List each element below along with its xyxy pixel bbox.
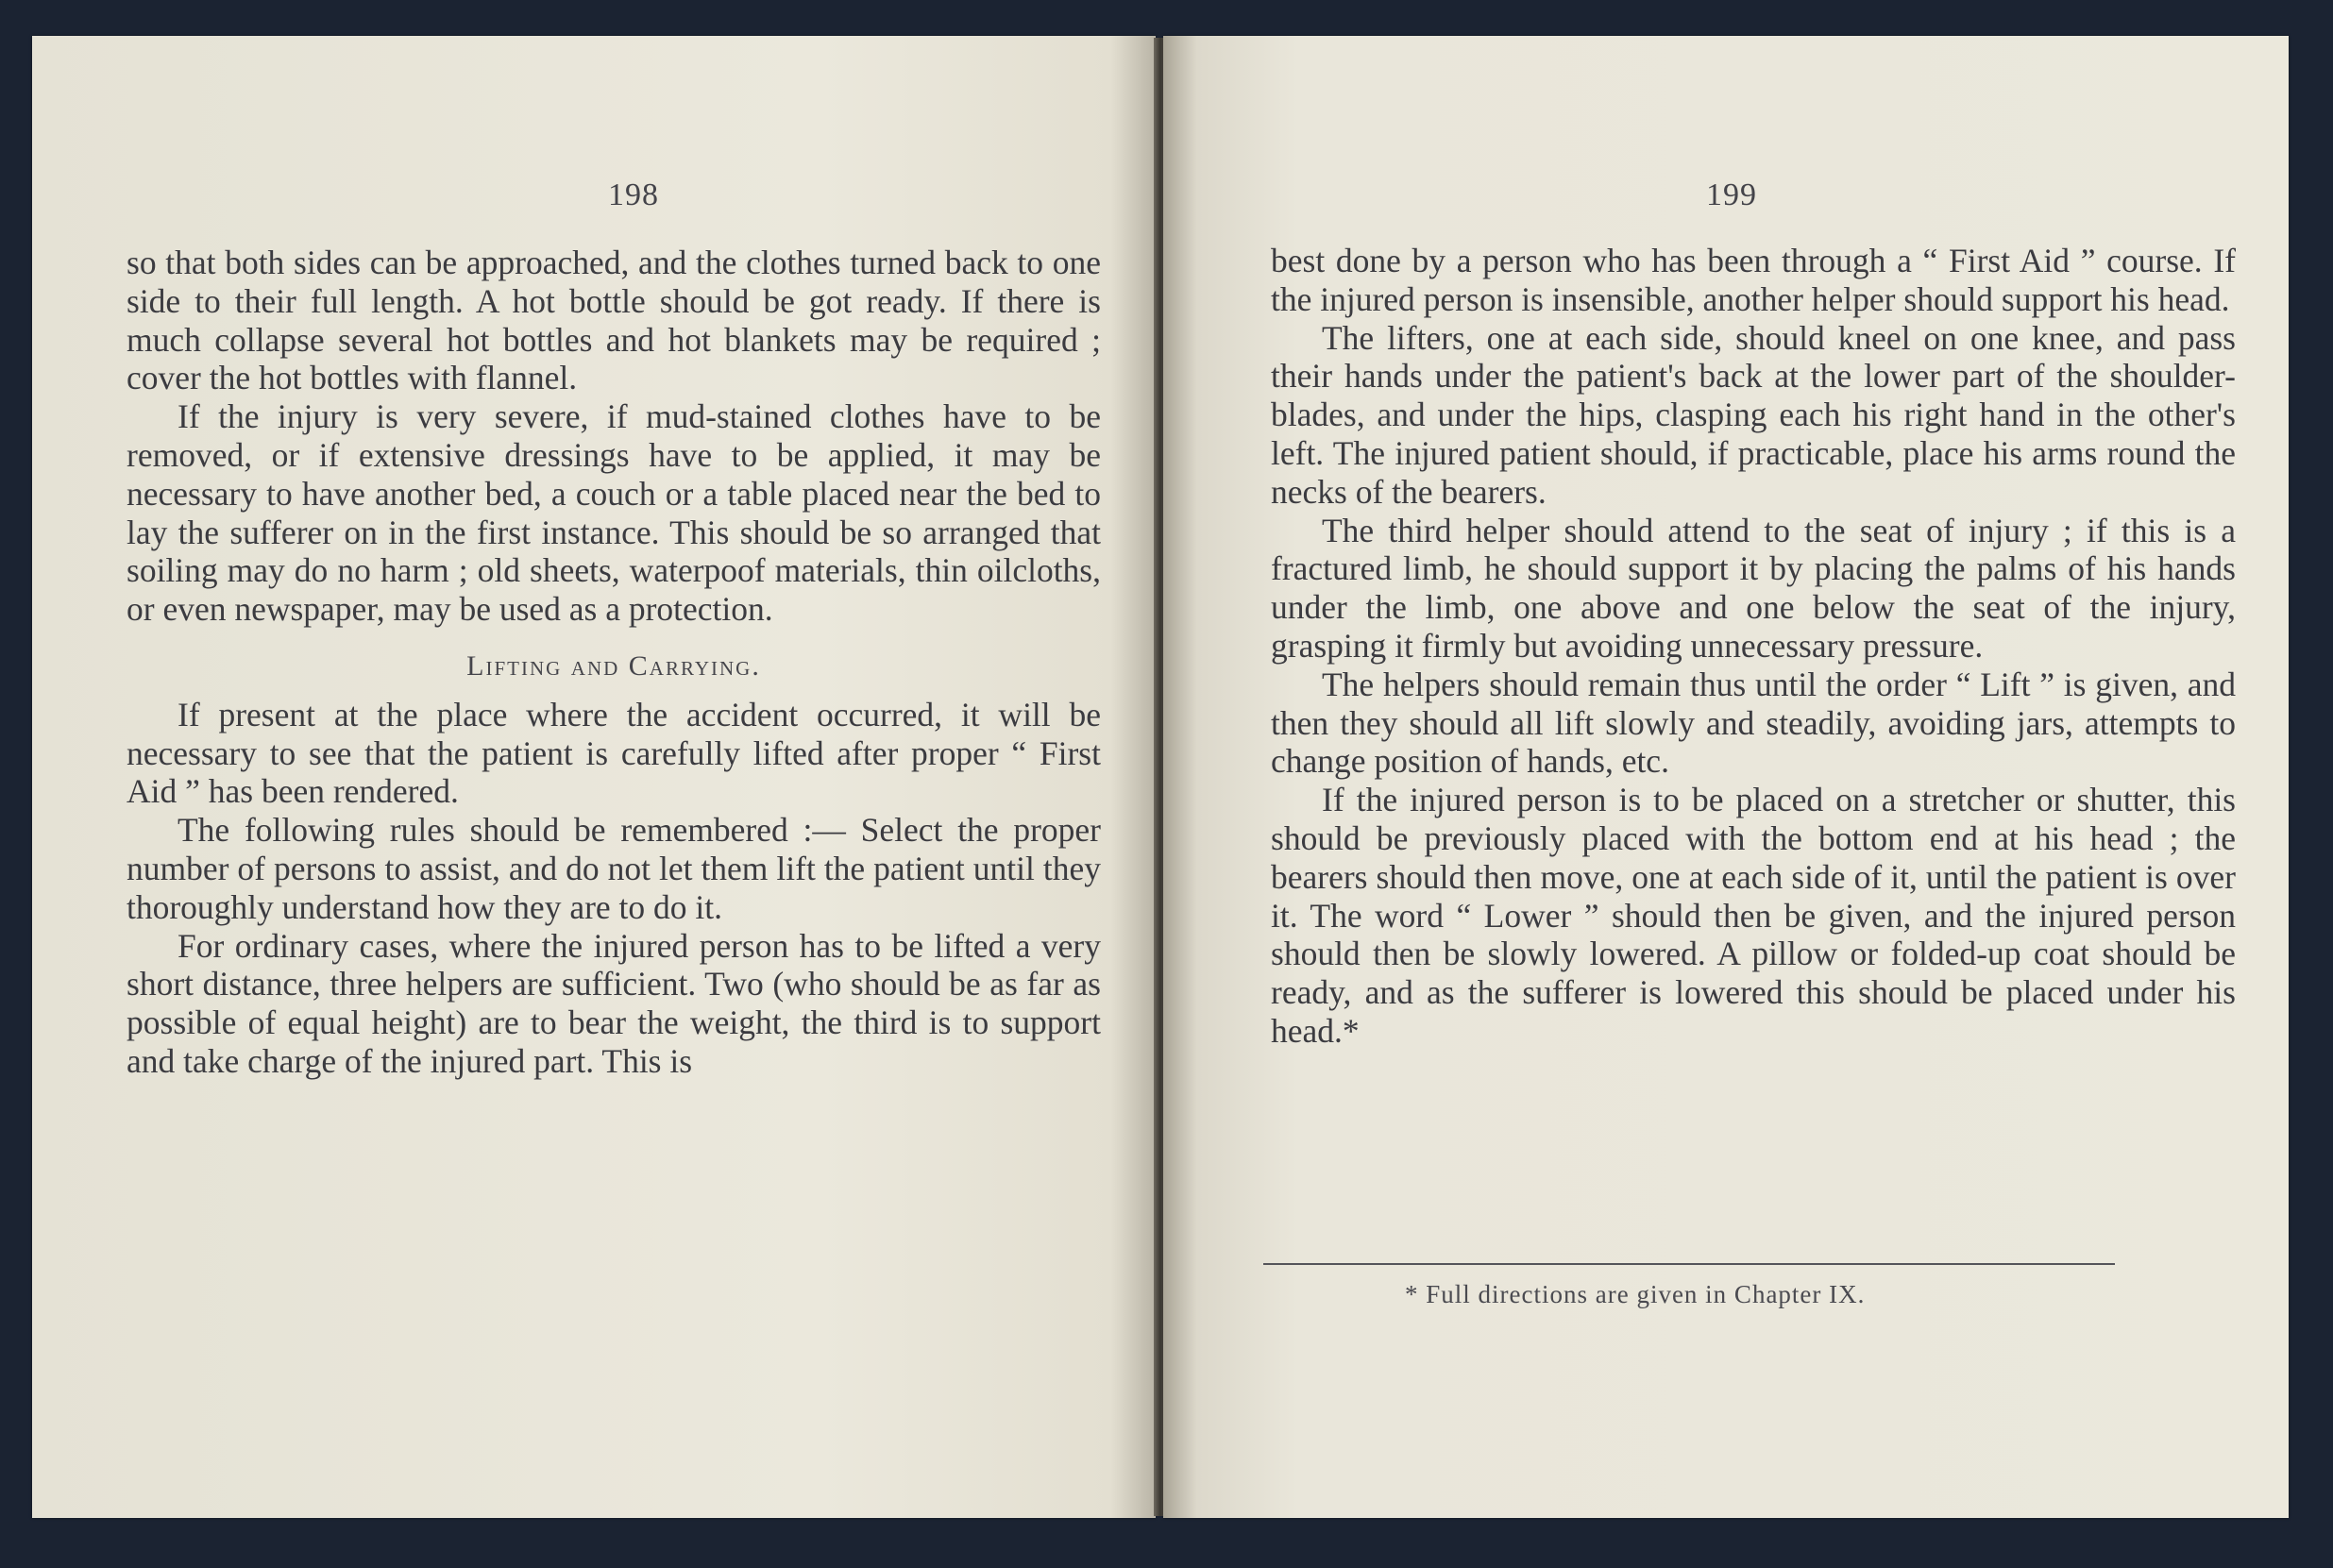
footnote-rule	[1263, 1263, 2115, 1265]
paragraph: For ordinary cases, where the injured person has to be lifted a very short distance, three helpers are sufficient. Two (who should be as far as possible of equal height) are to bear the weight, the third is to support and take charge of the injured part. This is	[127, 926, 1101, 1080]
paragraph: If the injured person is to be placed on a stretcher or shutter, this should be previously placed with the bottom end at his head ; the bearers should then move, one at each side of it, until the patient is over it. The word “ Lower ” should then be given, and the injured person should then be slowly lowered. A pillow or folded-up coat should be ready, and as the sufferer is lowered this should be placed under his head.*	[1271, 781, 2236, 1050]
paragraph: If the injury is very severe, if mud-stained clothes have to be removed, or if extensive dressings have to be applied, it may be necessary to have another bed, a couch or a table placed near the bed to lay the sufferer on in the first instance. This should be so arranged that soiling may do no harm ; old sheets, waterpoof materials, thin oilcloths, or even newspaper, may be used as a protection.	[127, 397, 1101, 629]
paragraph: The lifters, one at each side, should kneel on one knee, and pass their hands under the patient's back at the lower part of the shoulder-blades, and under the hips, clasping each his right hand in the other's left. The injured patient should, if practicable, place his arms round the necks of the bearers.	[1271, 318, 2236, 511]
page-body	[1271, 242, 2236, 1051]
paragraph: best done by a person who has been through a “ First Aid ” course. If the injured person is insensible, another helper should support his head.	[1271, 242, 2236, 318]
paragraph: The following rules should be remembered :— Select the proper number of persons to assist, and do not let them lift the patient until they thoroughly understand how they are to do it.	[127, 811, 1101, 926]
right-page	[1163, 36, 2289, 1518]
paragraph: The third helper should attend to the seat of injury ; if this is a fractured limb, he should support it by placing the palms of his hands under the limb, one above and one below the seat of the injury, grasping it firmly but avoiding unnecessary pressure.	[1271, 511, 2236, 665]
paragraph: The helpers should remain thus until the order “ Lift ” is given, and then they should all lift slowly and steadily, avoiding jars, attempts to change position of hands, etc.	[1271, 665, 2236, 781]
page-number: 199	[1706, 177, 1757, 212]
page-body	[127, 244, 1101, 1081]
page-number: 198	[608, 177, 659, 212]
footnote: * Full directions are given in Chapter IX.	[1405, 1280, 1866, 1308]
left-page	[32, 36, 1156, 1518]
section-heading: Lifting and Carrying.	[466, 649, 761, 682]
paragraph: If present at the place where the accident occurred, it will be necessary to see that the patient is carefully lifted after proper “ First Aid ” has been rendered.	[127, 695, 1101, 811]
paragraph: so that both sides can be approached, and the clothes turned back to one side to their full length. A hot bottle should be got ready. If there is much collapse several hot bottles and hot blankets may be required ; cover the hot bottles with flannel.	[127, 244, 1101, 397]
